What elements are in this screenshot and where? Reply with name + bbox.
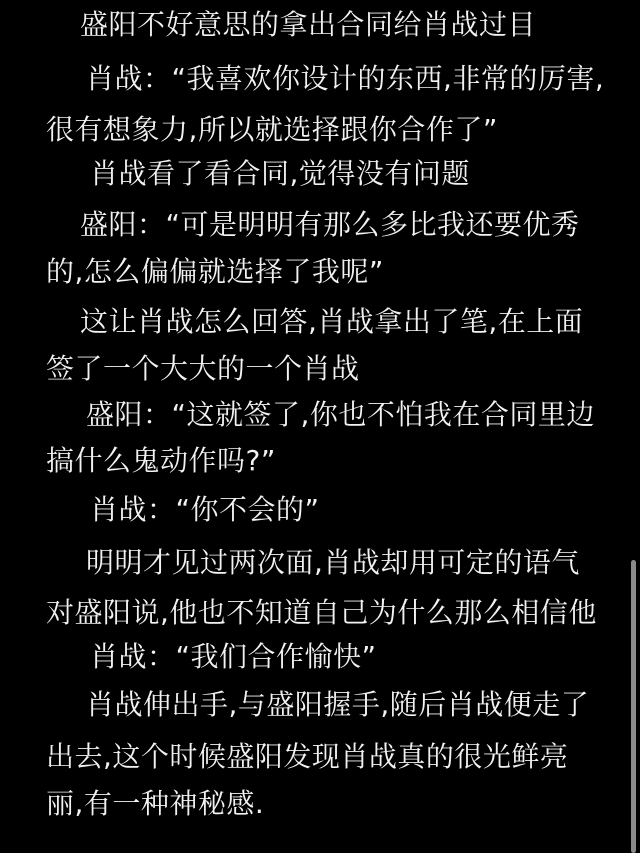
text-line: 肖战：“你不会的” xyxy=(90,493,320,526)
text-line: 盛阳：“可是明明有那么多比我还要优秀 xyxy=(80,208,580,241)
text-line: 盛阳不好意思的拿出合同给肖战过目 xyxy=(80,8,537,41)
text-line: 肖战伸出手,与盛阳握手,随后肖战便走了 xyxy=(86,688,590,721)
text-line: 盛阳：“这就签了,你也不怕我在合同里边 xyxy=(86,398,595,431)
text-line: 的,怎么偏偏就选择了我呢” xyxy=(46,255,384,288)
text-line: 肖战：“我们合作愉快” xyxy=(90,640,377,673)
text-line: 很有想象力,所以就选择跟你合作了” xyxy=(46,113,498,146)
text-line: 签了一个大大的一个肖战 xyxy=(46,352,360,385)
text-line: 这让肖战怎么回答,肖战拿出了笔,在上面 xyxy=(80,305,584,338)
text-line: 搞什么鬼动作吗?” xyxy=(46,444,276,477)
text-line: 肖战：“我喜欢你设计的东西,非常的厉害, xyxy=(86,62,605,95)
text-line: 肖战看了看合同,觉得没有问题 xyxy=(90,157,470,190)
text-line: 丽,有一种神秘感. xyxy=(46,787,265,820)
text-line: 出去,这个时候盛阳发现肖战真的很光鲜亮 xyxy=(46,740,569,773)
text-line: 对盛阳说,他也不知道自己为什么那么相信他 xyxy=(46,596,597,629)
scrollbar-thumb[interactable] xyxy=(631,560,636,853)
text-line: 明明才见过两次面,肖战却用可定的语气 xyxy=(86,546,580,579)
